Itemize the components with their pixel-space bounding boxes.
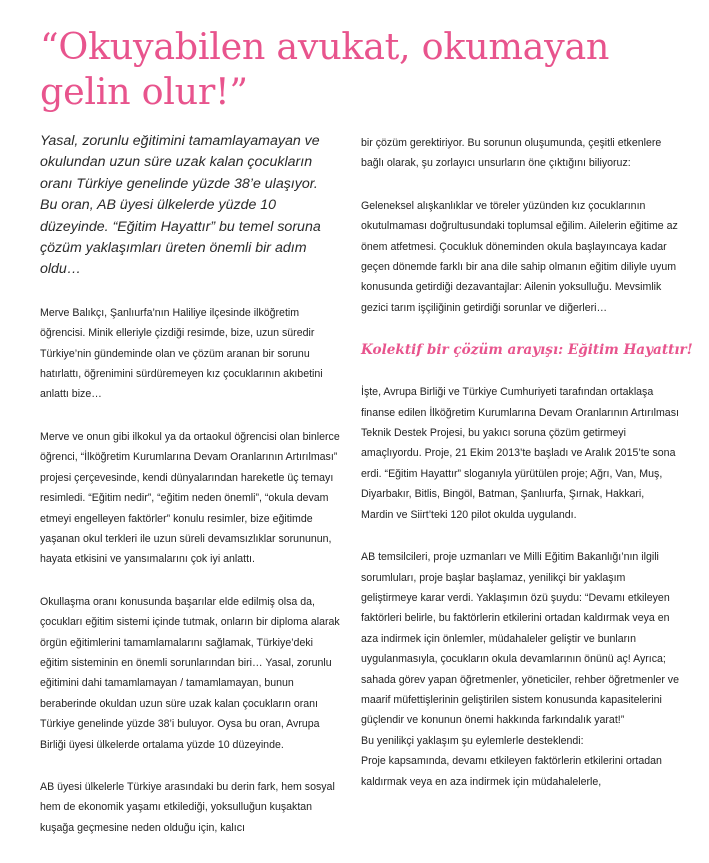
body-paragraph: Merve Balıkçı, Şanlıurfa’nın Haliliye ilçesinde ilköğretim öğrencisi. Minik elleriyle çizdiği resimde, bize, uzun süredir Türkiye’nin gündeminde olan ve çözüm aranan bir sorunu hatırlattı, öğrenimini sürdüremeyen kız çocuklarının akıbetini anlattı bize… xyxy=(40,306,323,401)
body-paragraph: AB üyesi ülkelerle Türkiye arasındaki bu derin fark, hem sosyal hem de ekonomik yaşamı etkilediği, yoksulluğun kuşaktan kuşağa geçmesine neden olduğu için, kalıcı xyxy=(40,780,335,834)
body-paragraph: Geleneksel alışkanlıklar ve töreler yüzünden kız çocuklarının okutulmaması doğrultusundaki toplumsal eğilim. Ailelerin eğitime az önem atfetmesi. Çocukluk döneminden okula başlayıncaya kadar geçen dönemde farklı bir ana dile sahip olmanın eğitim diliyle uyum konusunda getirdiği dezavantajlar: Ailenin yoksulluğu. Mevsimlik gezici tarım işçiliğinin getirdiği sorunlar ve diğerleri… xyxy=(361,199,678,314)
body-paragraph: Bu yenilikçi yaklaşım şu eylemlerle desteklendi: xyxy=(361,734,584,747)
headline: “Okuyabilen avukat, okumayan gelin olur!” xyxy=(40,25,610,113)
body-paragraph: İşte, Avrupa Birliği ve Türkiye Cumhuriyeti tarafından ortaklaşa finanse edilen İlköğretim Kurumlarına Devam Oranlarının Artırılması Teknik Destek Projesi, bu yakıcı soruna çözüm getirmeyi amaçlıyordu. Proje, 21 Ekim 2013’te başladı ve Aralık 2015’te sona erdi. “Eğitim Hayattır” sloganıyla yürütülen proje; Ağrı, Van, Muş, Diyarbakır, Bitlis, Bingöl, Batman, Şanlıurfa, Şırnak, Hakkari, Mardin ve Siirt’teki 120 pilot okulda uygulandı. xyxy=(361,386,679,521)
body-paragraph: Proje kapsamında, devamı etkileyen faktörlerin etkilerini ortadan kaldırmak veya en aza indirmek için müdahalelerle, xyxy=(361,755,662,788)
body-paragraph: Merve ve onun gibi ilkokul ya da ortaokul öğrencisi olan binlerce öğrenci, “İlköğretim Kurumlarına Devam Oranlarının Artırılması” projesi çerçevesinde, kendi dünyalarından hareketle üç temayı resimledi. “Eğitim nedir”, “eğitim neden önemli”, “okula devam etmeyi engelleyen faktörler” konulu resimler, bize eğitimde yaşanan okul terkleri ile uzun süreli devamsızlıklar sorununun, hayata etkisini ve yansımalarını çok iyi anlattı. xyxy=(40,430,340,566)
right-column xyxy=(361,133,693,792)
lead-paragraph: Yasal, zorunlu eğitimini tamamlayamayan ve okulundan uzun süre uzak kalan çocukların oranı Türkiye genelinde yüzde 38’e ulaşıyor. Bu oran, AB üyesi ülkelerde yüzde 10 düzeyinde. “Eğitim Hayattır” bu temel soruna çözüm yaklaşımları üreten önemli bir adım oldu… xyxy=(40,133,321,278)
left-column xyxy=(40,131,340,838)
body-paragraph: AB temsilcileri, proje uzmanları ve Milli Eğitim Bakanlığı’nın ilgili sorumluları, proje başlar başlamaz, yenilikçi bir yaklaşım geliştirmeye karar verdi. Yaklaşımın özü şuydu: “Devamı etkileyen faktörleri belirle, bu faktörlerin etkilerini ortadan kaldırmak veya en aza indirmek için önlemler, müdahaleler geliştir ve bunların uygulanmasıyla, çocukların okula devamlarının önünü aç! Ayrıca; sahada görev yapan öğretmenler, yöneticiler, rehber öğretmenler ve maarif müfettişlerinin geliştirilen sistem konusunda kapasitelerini güçlendir ve konunun önemi hakkında farkındalık yarat!” xyxy=(361,551,679,727)
body-paragraph: Okullaşma oranı konusunda başarılar elde edilmiş olsa da, çocukları eğitim sistemi içinde tutmak, onların bir diploma alarak örgün eğitimlerini tamamlamalarını sağlamak, Türkiye’deki eğitim sisteminin en önemli sorunlarından biri… Yasal, zorunlu eğitimini dahi tamamlamayan / tamamlamayan, bunun beraberinde okuldan uzun süre uzak kalan çocukların oranı Türkiye genelinde yüzde 38’i buluyor. Oysa bu oran, Avrupa Birliği üyesi ülkelerde ortalama yüzde 10 düzeyinde. xyxy=(40,595,340,751)
body-paragraph: bir çözüm gerektiriyor. Bu sorunun oluşumunda, çeşitli etkenlere bağlı olarak, şu zorlayıcı unsurların öne çıktığını biliyoruz: xyxy=(361,137,662,170)
section-subheading: Kolektif bir çözüm arayışı: Eğitim Hayattır! xyxy=(361,342,693,359)
